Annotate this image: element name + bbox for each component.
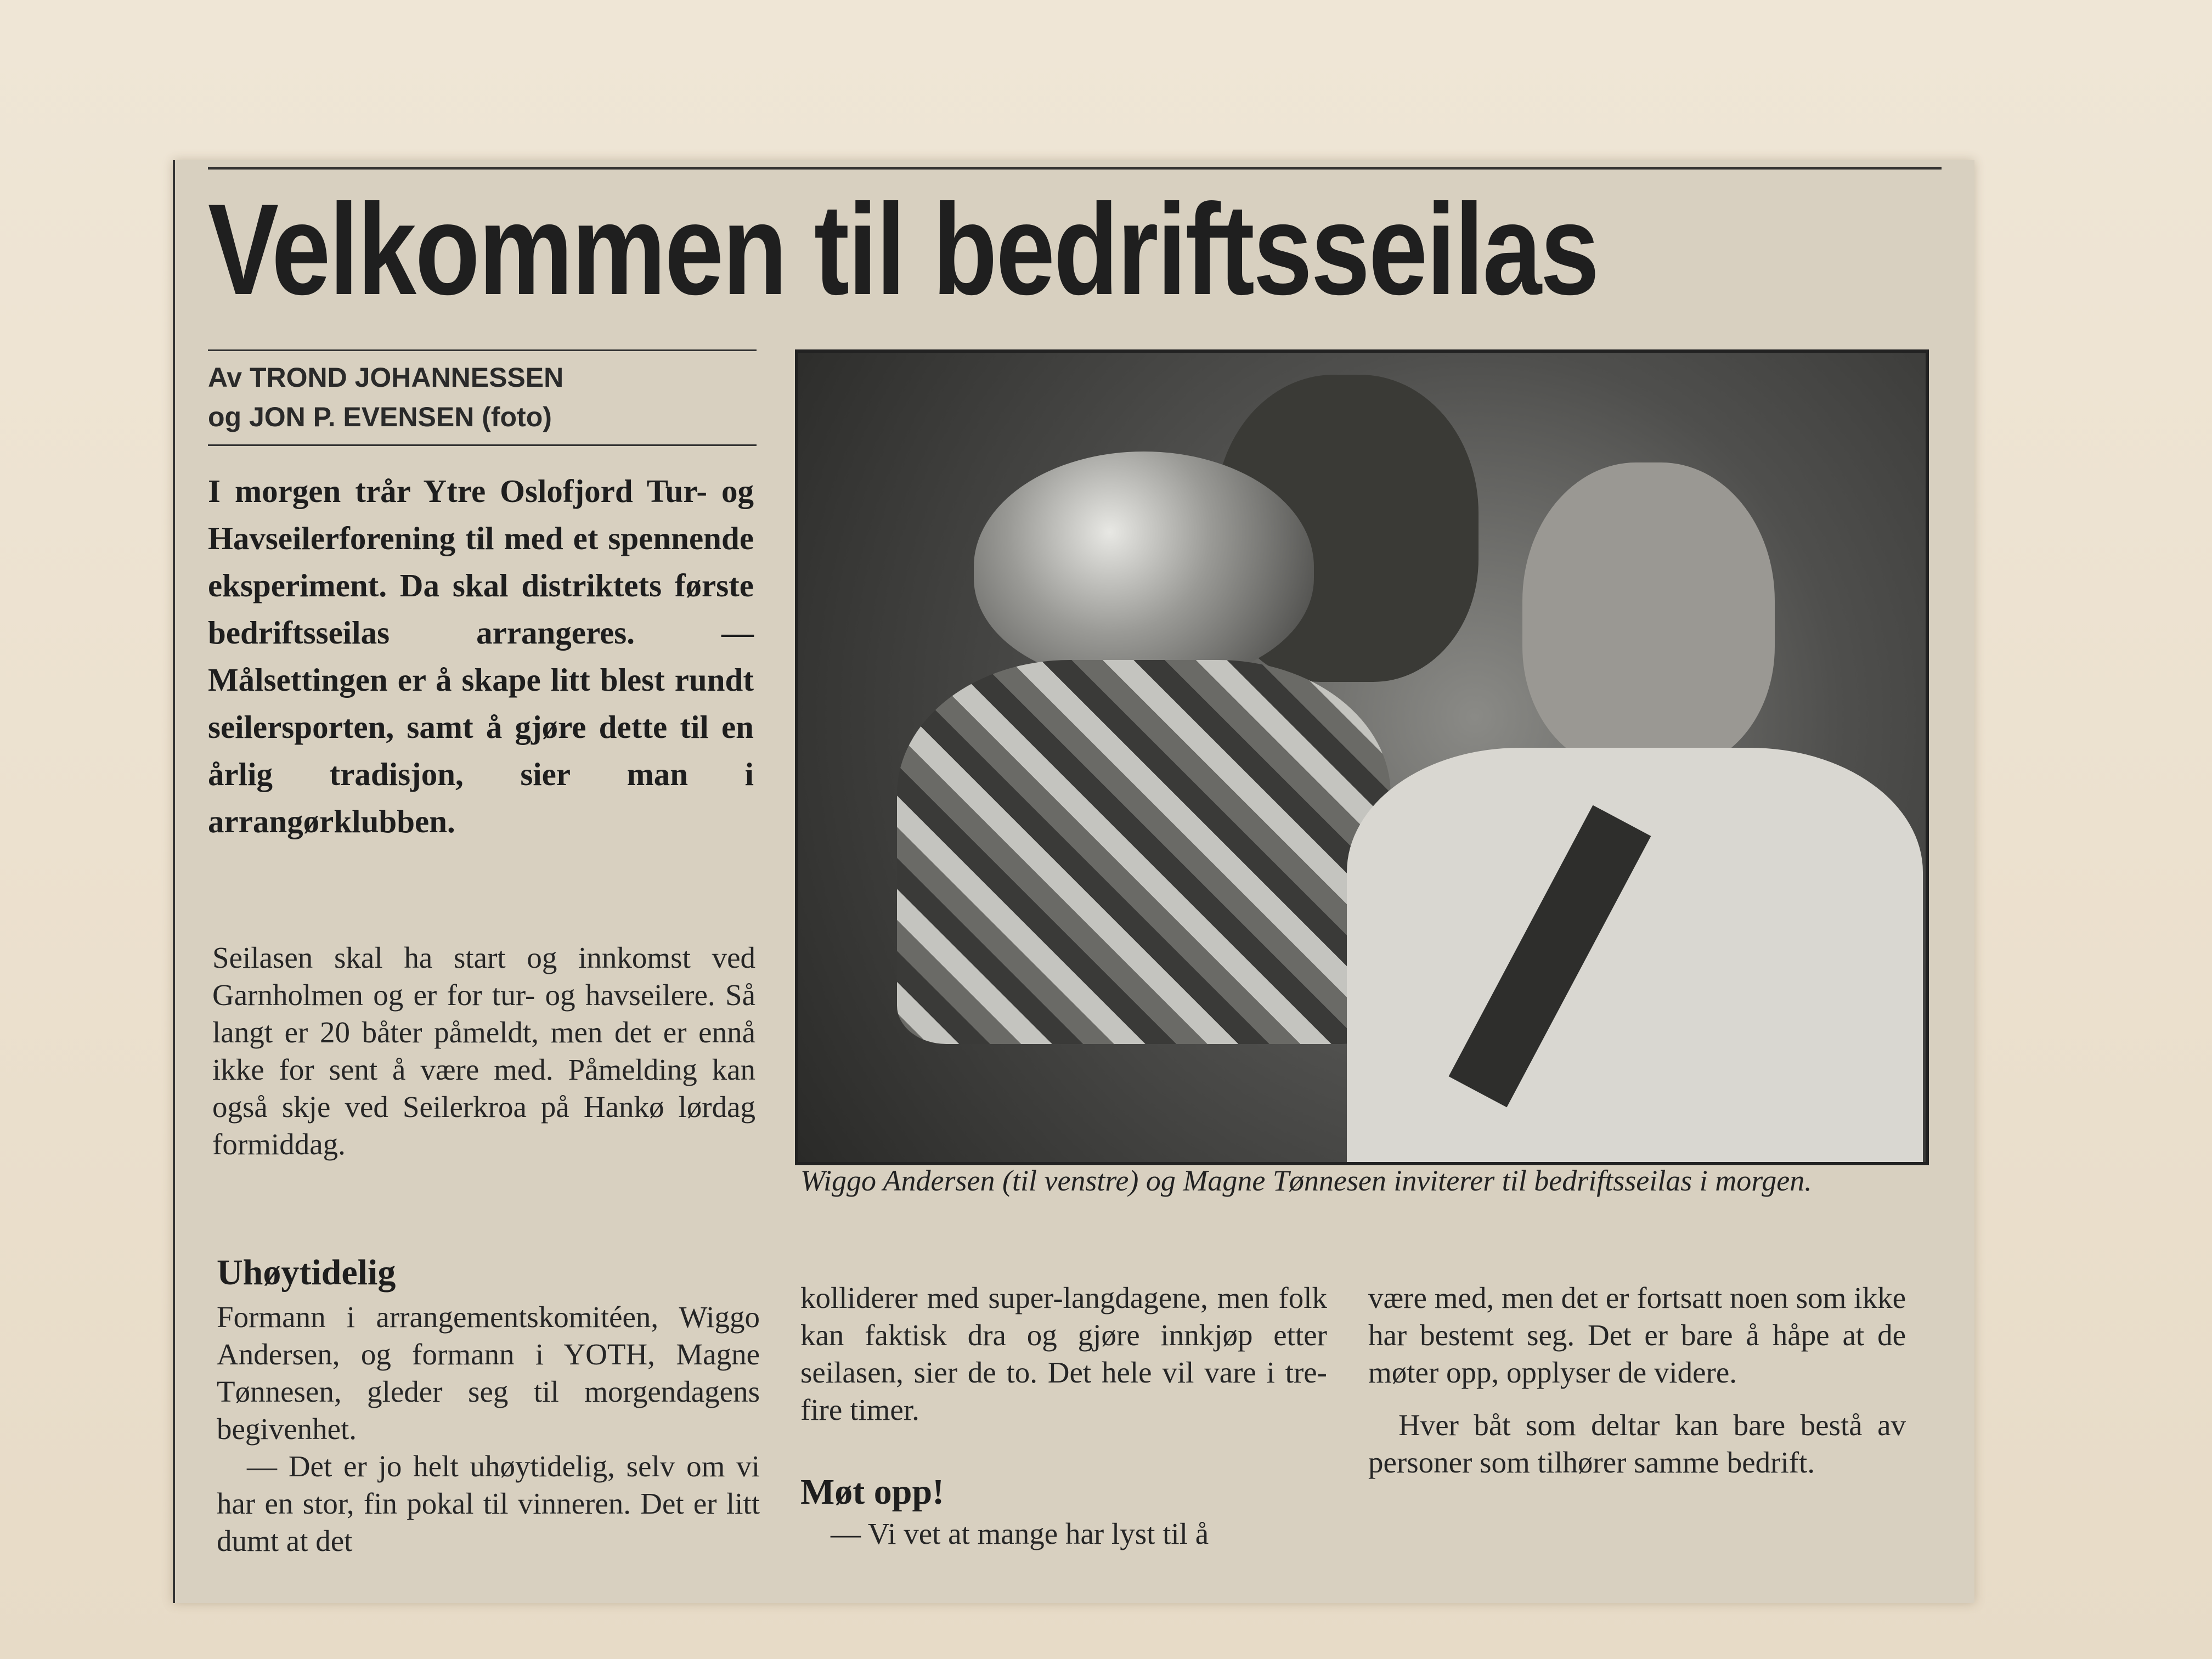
column-3-paragraph-1: være med, men det er fortsatt noen som ikke har bestemt seg. Det er bare å håpe at de møter opp, opplyser de videre. <box>1368 1281 1906 1389</box>
column-1-paragraph-1: Formann i arrangementskomitéen, Wiggo Andersen, og formann i YOTH, Magne Tønnesen, gleder seg til morgendagens begivenhet. <box>217 1300 760 1446</box>
column-1-paragraph-2: — Det er jo helt uhøytidelig, selv om vi har en stor, fin pokal til vinneren. Det er litt dumt at det <box>217 1449 760 1558</box>
column-1 <box>217 1299 760 1560</box>
photo-caption: Wiggo Andersen (til venstre) og Magne Tønnesen inviterer til bedriftsseilas i morgen. <box>800 1164 1812 1197</box>
subhead-mot-opp: Møt opp! <box>800 1472 945 1512</box>
column-2-paragraph-2: — Vi vet at mange har lyst til å <box>831 1517 1209 1550</box>
column-2 <box>800 1279 1327 1429</box>
top-rule <box>208 167 1942 170</box>
subhead-uhoytidelig: Uhøytidelig <box>217 1252 396 1293</box>
body-paragraph: Seilasen skal ha start og innkomst ved Garnholmen og er for tur- og havseilere. Så langt er 20 båter påmeldt, men det er ennå ikke for sent å være med. Påmelding kan også skje ved Seilerkroa på Hankø lørdag formiddag. <box>212 941 755 1161</box>
column-3 <box>1368 1279 1906 1481</box>
byline <box>208 349 757 446</box>
photo-trophy <box>974 452 1314 682</box>
column-2-continued <box>800 1515 1327 1553</box>
byline-author: Av TROND JOHANNESSEN <box>208 362 564 393</box>
photo <box>795 349 1929 1165</box>
column-2-paragraph-1: kolliderer med super-langdagene, men folk kan faktisk dra og gjøre innkjøp etter seilasen, sier de to. Det hele vil vare i tre-fire timer. <box>800 1281 1327 1426</box>
column-3-paragraph-2: Hver båt som deltar kan bare bestå av personer som tilhører samme bedrift. <box>1368 1408 1906 1479</box>
newspaper-clipping <box>173 160 1974 1603</box>
headline: Velkommen til bedriftsseilas <box>208 177 1598 322</box>
photo-person-right <box>1522 462 1775 770</box>
lead-paragraph: I morgen trår Ytre Oslofjord Tur- og Havseilerforening til med et spennende eksperiment. Da skal distriktets første bedriftsseilas arrangeres. — Målsettingen er å skape litt blest rundt seilersporten, samt å gjøre dette til en årlig tradisjon, sier man i arrangørklubben. <box>208 473 754 839</box>
byline-photographer: og JON P. EVENSEN (foto) <box>208 402 552 432</box>
photo-shirt-left <box>897 660 1391 1044</box>
photo-shirt-right <box>1347 748 1923 1162</box>
